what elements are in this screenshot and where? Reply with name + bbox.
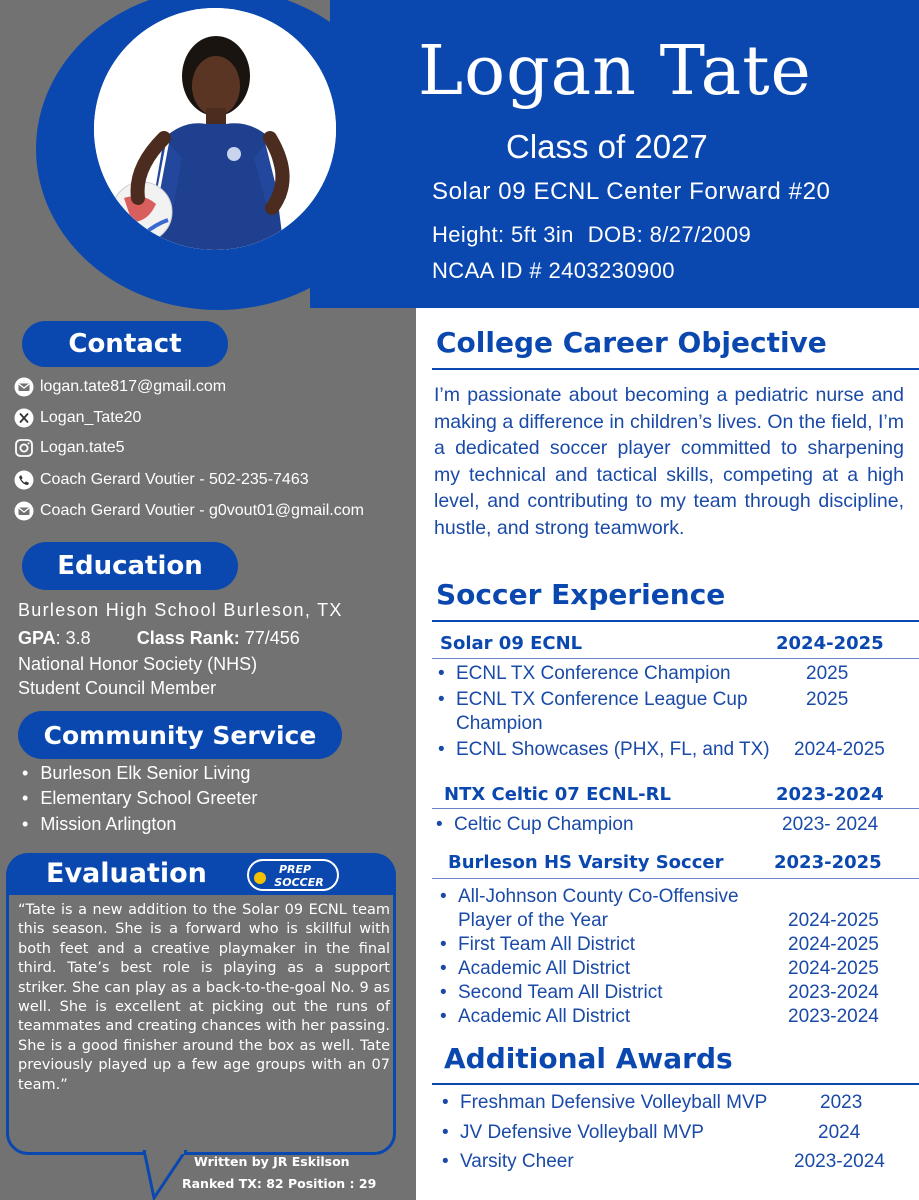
experience-year: 2023-2024 [788,982,879,1003]
height: Height: 5ft 3in [432,222,574,247]
student-council: Student Council Member [18,678,217,698]
experience-year: 2024-2025 [788,958,879,979]
coach-phone[interactable]: Coach Gerard Voutier - 502-235-7463 [40,471,309,488]
coach-phone-row[interactable] [14,470,309,490]
experience-year: 2025 [806,689,849,710]
contact-x-row[interactable] [14,408,141,428]
team-name: NTX Celtic 07 ECNL-RL [444,784,671,805]
evaluation-author: Written by JR Eskilson [194,1154,350,1169]
evaluation-ranking: Ranked TX: 82 Position : 29 [182,1176,377,1191]
prep-soccer-logo [247,858,339,892]
class-rank-label: Class Rank: [136,628,240,648]
school-name: Burleson High School Burleson, TX [18,600,343,620]
player-name: Logan Tate [418,32,812,111]
evaluation-quote: “Tate is a new addition to the Solar 09 ECNL team this season. She is a forward who is skillful with both feet and a creative playmaker in the final third. Tate’s best role is playing as a support striker. She can play as a back-to-the-goal No. 9 as well. She is excellent at picking out the runs of teammates and creating chances with her passing. She is a good finisher around the box as well. Tate previously played up a few age groups with an 07 team.” [18,902,391,1093]
award-item: • JV Defensive Volleyball MVP [442,1122,704,1143]
experience-item: • ECNL TX Conference League Cup [438,689,748,710]
contact-instagram-row[interactable] [14,438,125,458]
coach-email-row[interactable] [14,501,364,521]
award-year: 2024 [818,1122,861,1143]
class-year: Class of 2027 [506,128,708,165]
player-portrait-illustration [94,8,336,250]
education-heading: Education [22,542,238,590]
experience-item: • Academic All District [440,1006,631,1027]
service-item: • Elementary School Greeter [22,788,257,809]
team-years: 2023-2025 [774,852,882,873]
phone-icon [14,470,34,490]
award-year: 2023 [820,1092,863,1113]
team-divider [432,808,919,809]
evaluation-heading: Evaluation [46,858,207,889]
experience-item: • All-Johnson County Co-Offensive [440,886,739,907]
team-divider [432,658,919,659]
award-item: • Varsity Cheer [442,1151,574,1172]
prep-logo-bottom-text: SOCCER [274,876,324,889]
experience-item-continued: Player of the Year [458,910,608,931]
ncaa-id: NCAA ID # 2403230900 [432,258,675,283]
team-name: Solar 09 ECNL [440,633,583,654]
soccer-experience-heading: Soccer Experience [436,578,726,611]
contact-instagram[interactable]: Logan.tate5 [40,439,125,456]
team-years: 2023-2024 [776,784,884,805]
team-years: 2024-2025 [776,633,884,654]
contact-x-handle[interactable]: Logan_Tate20 [40,409,142,426]
community-service-heading: Community Service [18,711,342,759]
additional-awards-heading: Additional Awards [444,1042,733,1075]
experience-year: 2024-2025 [788,910,879,931]
instagram-icon [14,438,34,458]
experience-item-continued: Champion [456,713,543,734]
experience-year: 2025 [806,663,849,684]
contact-heading: Contact [22,321,228,367]
class-rank-value: 77/456 [239,628,300,648]
service-item: • Mission Arlington [22,814,176,835]
height-dob-line [432,222,751,248]
envelope-icon [14,377,34,397]
experience-item: • First Team All District [440,934,636,955]
experience-item: • ECNL TX Conference Champion [438,663,731,684]
contact-email[interactable]: logan.tate817@gmail.com [40,378,227,395]
envelope-icon [14,501,34,521]
player-photo [94,8,336,250]
gpa-label: GPA [18,628,56,648]
soccer-experience-divider [432,620,919,622]
team-divider [432,878,919,879]
service-item: • Burleson Elk Senior Living [22,763,250,784]
team-name: Burleson HS Varsity Soccer [448,852,724,873]
objective-heading: College Career Objective [436,326,827,359]
nhs-membership: National Honor Society (NHS) [18,654,258,674]
gpa-rank-line [18,628,300,649]
award-year: 2023-2024 [794,1151,885,1172]
objective-text: I’m passionate about becoming a pediatric nurse and making a difference in children’s lives. On the field, I’m a dedicated soccer player committed to sharpening my technical and tactical skills, competing at a high level, and contributing to my team through discipline, hustle, and strong teamwork. [434,384,904,539]
gpa-value: : 3.8 [55,628,91,648]
experience-year: 2023- 2024 [782,814,879,835]
objective-divider [432,368,919,370]
speech-bubble-tail [140,1150,190,1200]
experience-year: 2023-2024 [788,1006,879,1027]
contact-email-row[interactable] [14,377,226,397]
additional-awards-divider [432,1083,919,1085]
prep-logo-top-text: PREP [278,863,312,876]
award-item: • Freshman Defensive Volleyball MVP [442,1092,768,1113]
coach-email[interactable]: Coach Gerard Voutier - g0vout01@gmail.com [40,502,364,519]
experience-year: 2024-2025 [788,934,879,955]
experience-item: • Academic All District [440,958,631,979]
experience-item: • ECNL Showcases (PHX, FL, and TX) [438,739,770,760]
experience-item: • Second Team All District [440,982,663,1003]
team-position: Solar 09 ECNL Center Forward #20 [432,178,831,205]
experience-year: 2024-2025 [794,739,885,760]
experience-item: • Celtic Cup Champion [436,814,634,835]
x-logo-icon [14,408,34,428]
dob: DOB: 8/27/2009 [587,222,752,247]
